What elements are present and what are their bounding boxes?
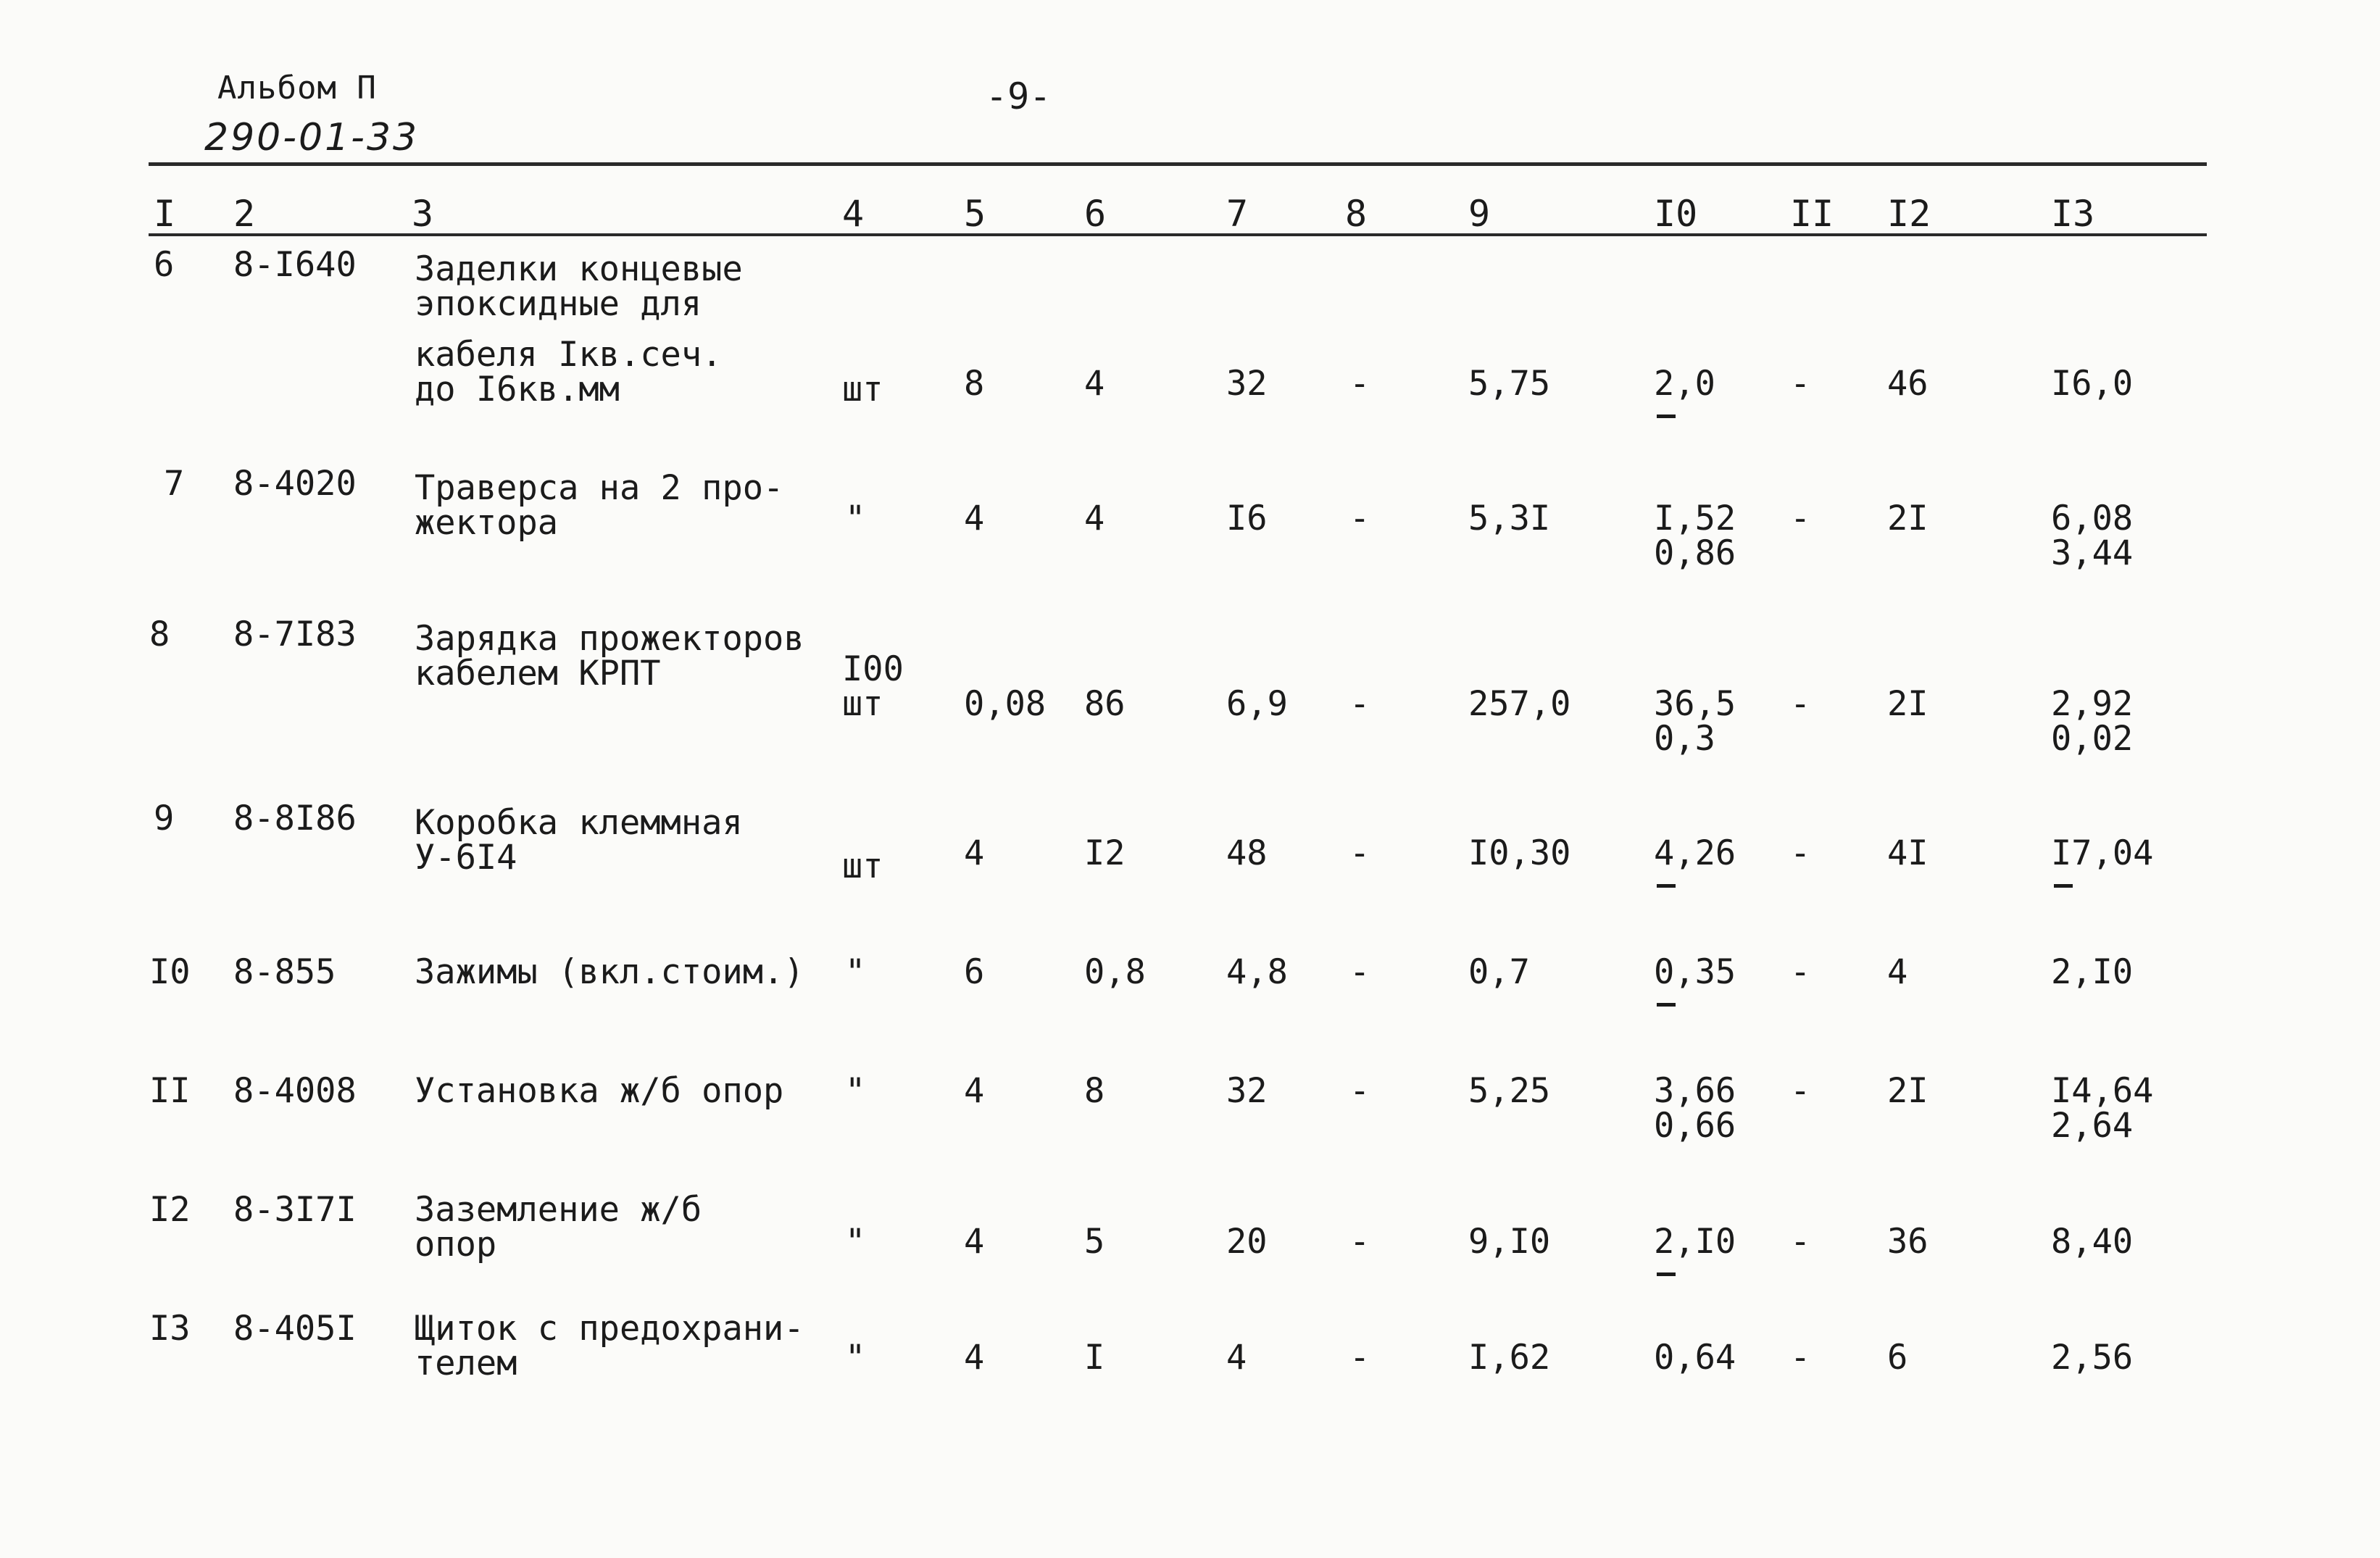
column-header-5: 5 [964,193,986,235]
row-7-col8: - [1349,499,1370,538]
row-7-col6: 4 [1084,499,1105,538]
row-8-col5: 0,08 [964,684,1047,724]
row-7-col10: I,52 0,86 [1654,499,1736,573]
column-header-13: I3 [2051,193,2095,235]
row-9-col13: I7,04 [2051,833,2154,873]
column-header-3: 3 [412,193,434,235]
row-6-underline-mark [1657,415,1676,418]
row-11-col7: 32 [1226,1071,1268,1111]
row-9-col5: 4 [964,833,985,873]
row-12-col9: 9,I0 [1468,1222,1551,1262]
row-10-col10: 0,35 [1654,952,1736,992]
row-7-col7: I6 [1226,499,1268,538]
row-10-col11: - [1790,952,1811,992]
row-12-unit: " [845,1222,866,1262]
row-10-code: 8-855 [233,952,336,992]
row-13-name: Щиток с предохрани- телем [415,1309,804,1383]
row-13-col7: 4 [1226,1338,1247,1378]
row-13-col5: 4 [964,1338,985,1378]
row-9-unit: шт [842,846,883,886]
row-10-col12: 4 [1887,952,1908,992]
row-11-col8: - [1349,1071,1370,1111]
row-8-col7: 6,9 [1226,684,1288,724]
row-6-code: 8-I640 [233,245,357,285]
row-6-name-part-1: Заделки концевые эпоксидные для [415,249,743,324]
row-10-col7: 4,8 [1226,952,1288,992]
document-code: 290-01-33 [204,116,420,159]
row-13-number: I3 [149,1309,191,1349]
row-6-col12: 46 [1887,364,1928,404]
column-header-7: 7 [1226,193,1249,235]
row-11-name: Установка ж/б опор [415,1071,784,1111]
row-10-name: Зажимы (вкл.стоим.) [415,952,804,992]
row-7-col12: 2I [1887,499,1928,538]
row-8-name: Зарядка прожекторов кабелем КРПТ [415,619,804,693]
row-8-unit: I00 шт [842,649,904,724]
row-9-col8: - [1349,833,1370,873]
row-7-col13: 6,08 3,44 [2051,499,2134,573]
row-13-unit: " [845,1338,866,1378]
row-7-col5: 4 [964,499,985,538]
row-10-col6: 0,8 [1084,952,1146,992]
row-12-number: I2 [149,1190,191,1230]
row-8-col9: 257,0 [1468,684,1571,724]
row-12-col12: 36 [1887,1222,1928,1262]
row-6-number: 6 [154,245,175,285]
row-9-col12: 4I [1887,833,1928,873]
column-header-9: 9 [1468,193,1491,235]
row-9-name: Коробка клеммная У-6I4 [415,803,743,878]
row-8-col12: 2I [1887,684,1928,724]
row-10-col13: 2,I0 [2051,952,2134,992]
row-11-unit: " [845,1071,866,1111]
row-6-col13: I6,0 [2051,364,2134,404]
row-11-col6: 8 [1084,1071,1105,1111]
row-11-col9: 5,25 [1468,1071,1551,1111]
row-6-col6: 4 [1084,364,1105,404]
column-header-11: II [1790,193,1834,235]
row-9-col10: 4,26 [1654,833,1736,873]
row-13-col13: 2,56 [2051,1338,2134,1378]
row-11-number: II [149,1071,191,1111]
column-header-10: I0 [1654,193,1698,235]
row-8-col6: 86 [1084,684,1125,724]
row-13-col11: - [1790,1338,1811,1378]
page-number: -9- [986,75,1052,117]
row-12-col8: - [1349,1222,1370,1262]
row-12-underline-mark [1657,1272,1676,1276]
row-13-code: 8-405I [233,1309,357,1349]
row-13-col10: 0,64 [1654,1338,1736,1378]
column-header-2: 2 [233,193,256,235]
row-8-col11: - [1790,684,1811,724]
row-6-col9: 5,75 [1468,364,1551,404]
row-7-col11: - [1790,499,1811,538]
row-12-col5: 4 [964,1222,985,1262]
row-11-col12: 2I [1887,1071,1928,1111]
row-9-underline-mark-2 [2054,884,2073,888]
row-6-name-part-2: кабеля Iкв.сеч. до I6кв.мм [415,335,723,409]
row-6-col8: - [1349,364,1370,404]
row-7-name: Траверса на 2 про- жектора [415,468,784,543]
row-8-code: 8-7I83 [233,615,357,654]
row-9-underline-mark [1657,884,1676,888]
column-header-6: 6 [1084,193,1107,235]
row-12-col11: - [1790,1222,1811,1262]
row-9-number: 9 [154,799,175,838]
row-8-col13: 2,92 0,02 [2051,684,2134,759]
row-7-number: 7 [164,464,185,504]
row-12-code: 8-3I7I [233,1190,357,1230]
row-11-col13: I4,64 2,64 [2051,1071,2154,1146]
row-11-col5: 4 [964,1071,985,1111]
row-13-col12: 6 [1887,1338,1908,1378]
row-6-col10: 2,0 [1654,364,1715,404]
row-8-col8: - [1349,684,1370,724]
row-11-col11: - [1790,1071,1811,1111]
row-9-col6: I2 [1084,833,1125,873]
row-10-underline-mark [1657,1003,1676,1007]
row-12-col10: 2,I0 [1654,1222,1736,1262]
column-header-12: I2 [1887,193,1931,235]
row-8-col10: 36,5 0,3 [1654,684,1736,759]
row-6-col5: 8 [964,364,985,404]
column-header-8: 8 [1345,193,1368,235]
column-header-4: 4 [842,193,865,235]
row-7-col9: 5,3I [1468,499,1551,538]
row-10-unit: " [845,952,866,992]
row-10-col9: 0,7 [1468,952,1530,992]
row-11-col10: 3,66 0,66 [1654,1071,1736,1146]
row-9-col11: - [1790,833,1811,873]
row-10-col5: 6 [964,952,985,992]
row-12-col6: 5 [1084,1222,1105,1262]
row-10-col8: - [1349,952,1370,992]
row-13-col8: - [1349,1338,1370,1378]
row-12-name: Заземление ж/б опор [415,1190,702,1265]
row-12-col7: 20 [1226,1222,1268,1262]
row-6-col11: - [1790,364,1811,404]
row-9-col7: 48 [1226,833,1268,873]
row-9-col9: I0,30 [1468,833,1571,873]
row-12-col13: 8,40 [2051,1222,2134,1262]
row-6-col7: 32 [1226,364,1268,404]
album-label: Альбом П [217,70,377,107]
row-7-code: 8-4020 [233,464,357,504]
row-13-col6: I [1084,1338,1105,1378]
row-9-code: 8-8I86 [233,799,357,838]
row-8-number: 8 [149,615,170,654]
row-10-number: I0 [149,952,191,992]
row-11-code: 8-4008 [233,1071,357,1111]
column-header-1: I [154,193,176,235]
row-13-col9: I,62 [1468,1338,1551,1378]
row-6-unit: шт [842,370,883,409]
row-7-unit: " [845,499,866,538]
